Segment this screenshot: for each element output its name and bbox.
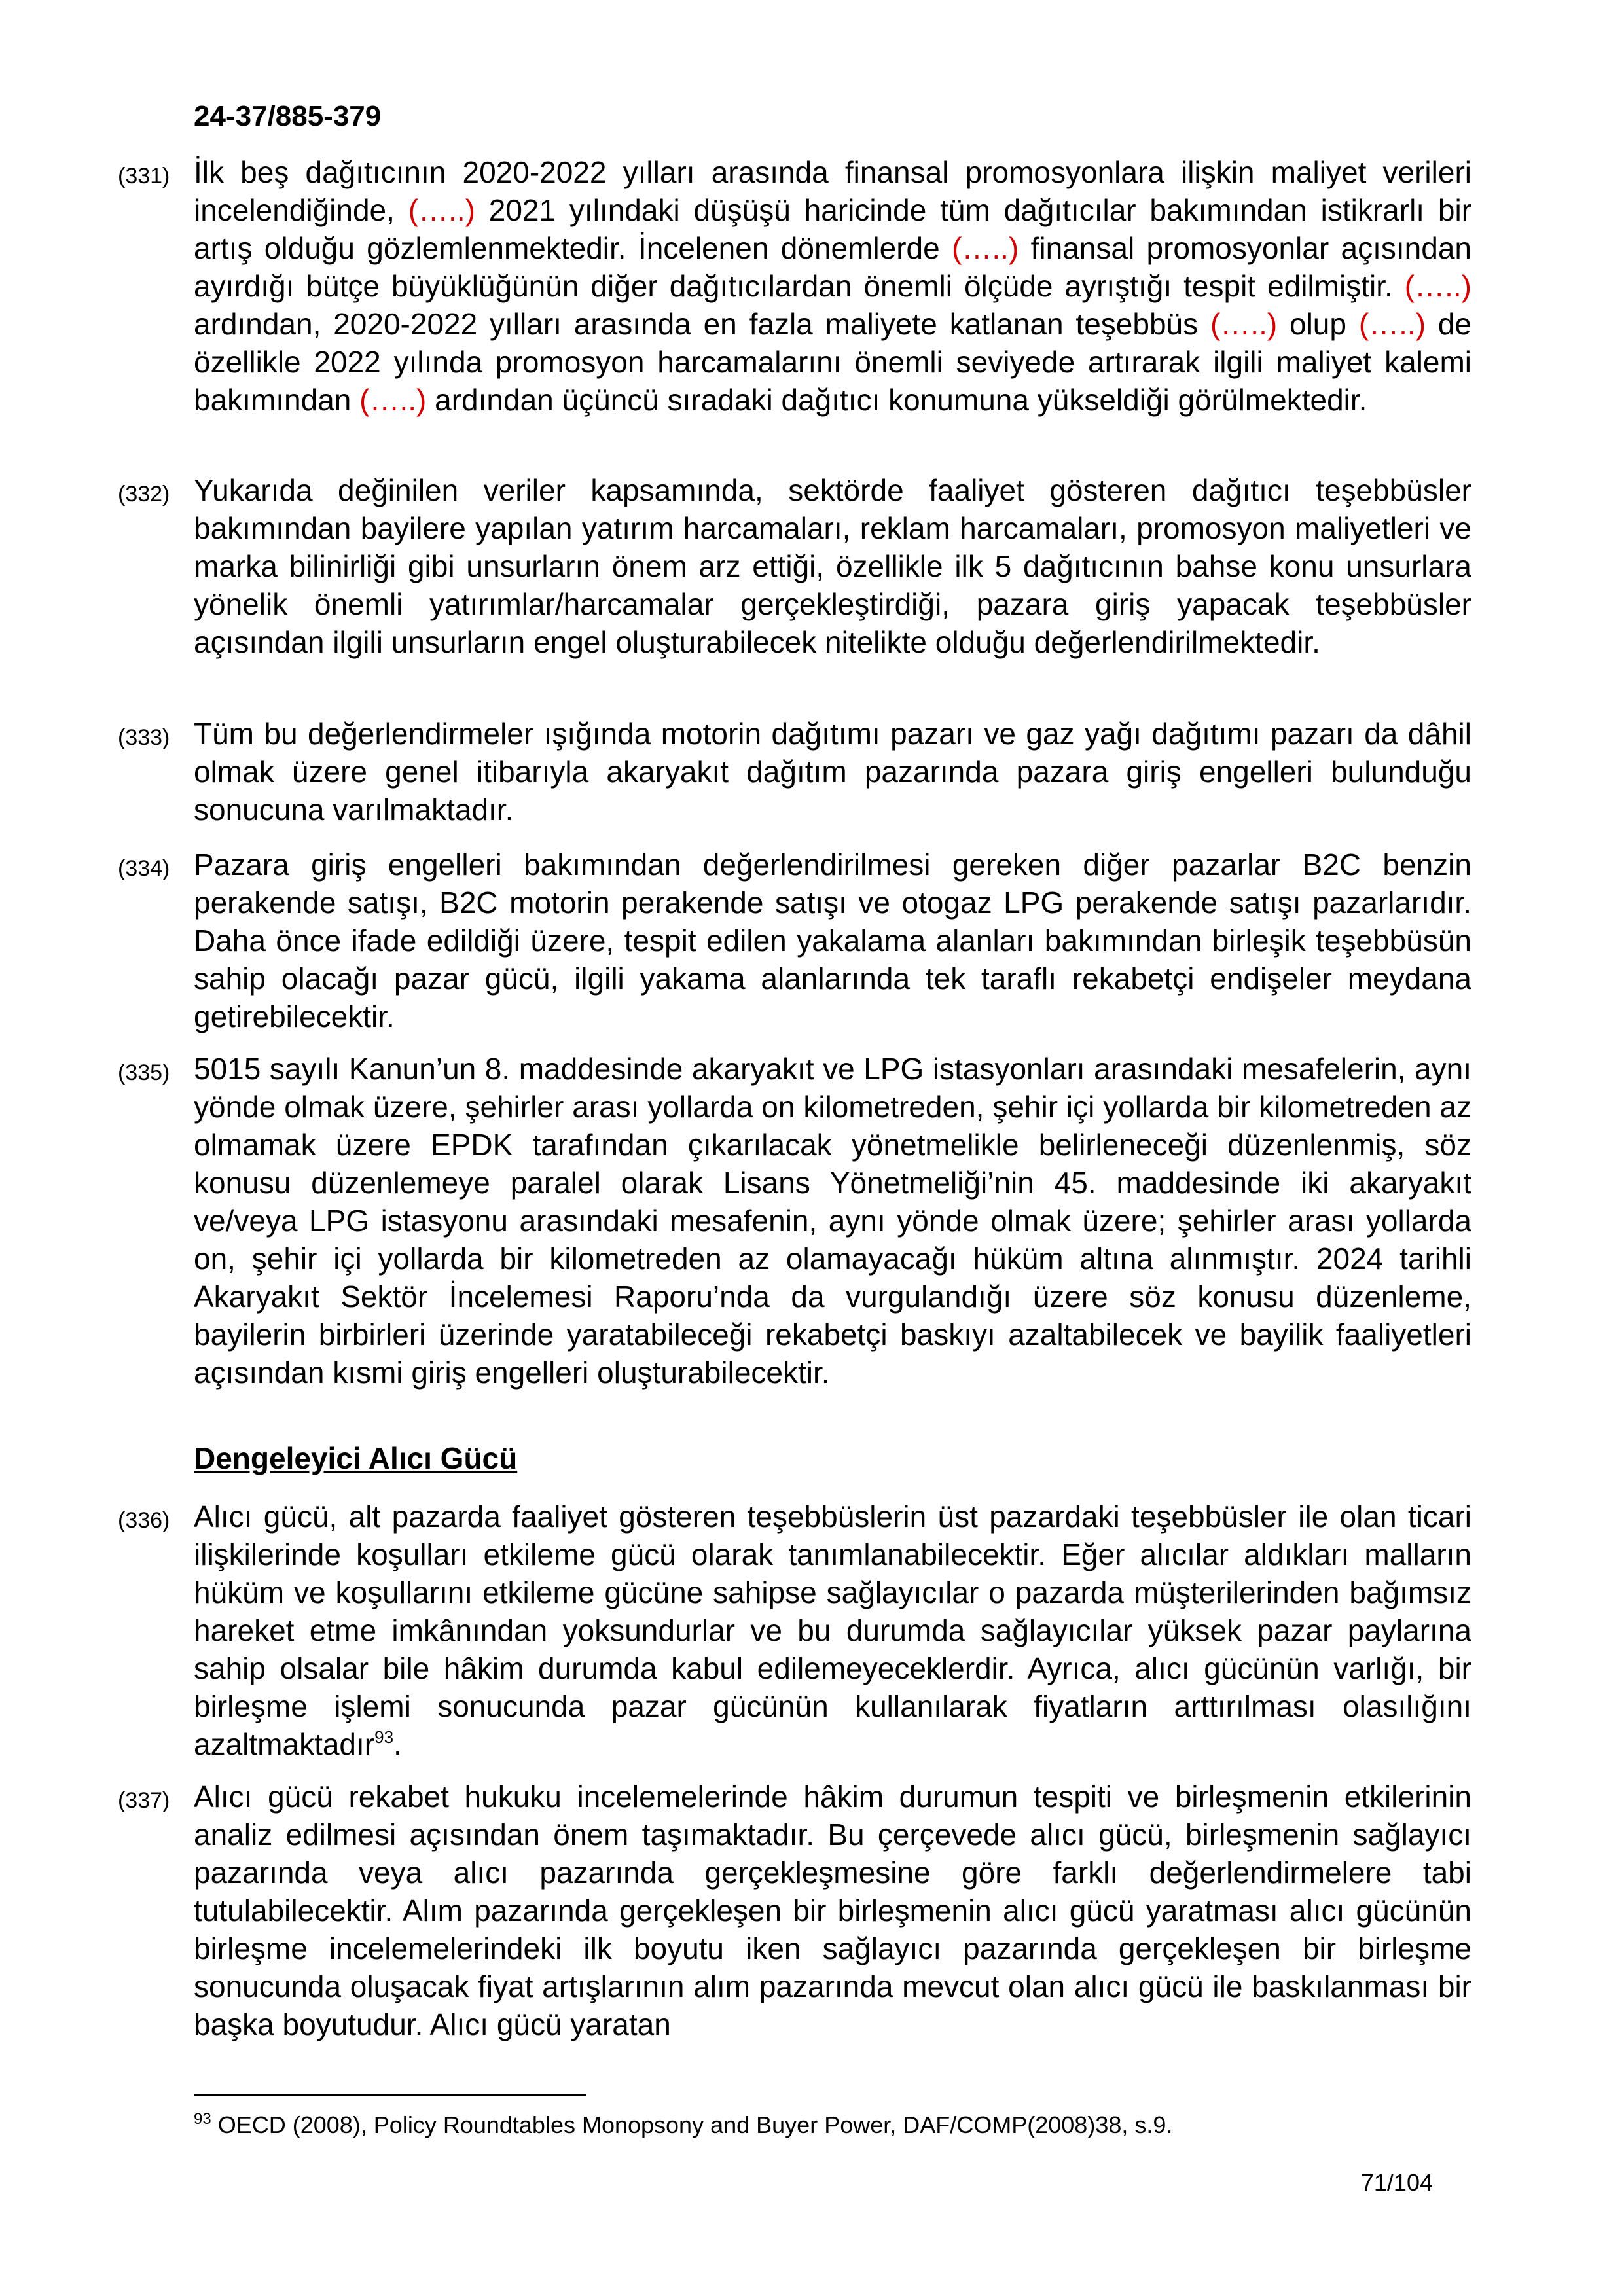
document-number: 24-37/885-379 [194, 100, 382, 132]
paragraph-number: (336) [118, 1508, 170, 1533]
text-segment: olup [1277, 307, 1359, 341]
paragraph-336 [118, 1498, 1471, 1763]
redacted-marker: (…..) [1404, 269, 1471, 303]
footnote-text: OECD (2008), Policy Roundtables Monopsony and Buyer Power, DAF/COMP(2008)38, s.9. [211, 2111, 1173, 2138]
paragraph-number: (337) [118, 1788, 170, 1813]
paragraph-334 [118, 846, 1471, 1035]
paragraph-337 [118, 1778, 1471, 2043]
paragraph-text: Pazara giriş engelleri bakımından değerlendirilmesi gereken diğer pazarlar B2C benzin perakende satışı, B2C motorin perakende satışı ve otogaz LPG perakende satışı pazarlarıdır. Daha önce ifade edildiği üzere, tespit edilen yakalama alanları bakımından birleşik teşebbüsün sahip olacağı pazar gücü, ilgili yakama alanlarında tek taraflı rekabetçi endişeler meydana getirebilecektir. [194, 848, 1471, 1033]
footnote [194, 2110, 1471, 2140]
text-segment: ardından, 2020-2022 yılları arasında en fazla maliyete katlanan teşebbüs [194, 307, 1210, 341]
redacted-marker: (…..) [359, 383, 427, 417]
section-heading: Dengeleyici Alıcı Gücü [194, 1441, 518, 1475]
paragraph-text: 5015 sayılı Kanun’un 8. maddesinde akaryakıt ve LPG istasyonları arasındaki mesafelerin, aynı yönde olmak üzere, şehirler arası yollarda on kilometreden, şehir içi yollarda bir kilometreden az olmamak üzere EPDK tarafından çıkarılacak yönetmelikle belirleneceği düzenlenmiş, söz konusu düzenlemeye paralel olarak Lisans Yönetmeliği’nin 45. maddesinde iki akaryakıt ve/veya LPG istasyonu arasındaki mesafenin, aynı yönde olmak üzere; şehirler arası yollarda on, şehir içi yollarda bir kilometreden az olamayacağı hüküm altına alınmıştır. 2024 tarihli Akaryakıt Sektör İncelemesi Raporu’nda da vurgulandığı üzere söz konusu düzenleme, bayilerin birbirleri üzerinde yaratabileceği rekabetçi baskıyı azaltabilecek ve bayilik faaliyetleri açısından kısmi giriş engelleri oluşturabilecektir. [194, 1052, 1471, 1390]
paragraph-text [194, 153, 1471, 419]
redacted-marker: (…..) [1210, 307, 1278, 341]
text-segment: finansal promosyonlar açısından ayırdığı bütçe büyüklüğünün diğer dağıtıcılardan önemli ölçüde ayrıştığı tespit edilmiştir. [194, 231, 1471, 303]
paragraph-number: (334) [118, 856, 170, 881]
paragraph-number: (335) [118, 1060, 170, 1085]
page-number: 71/104 [1360, 2169, 1433, 2196]
text-segment: de özellikle 2022 yılında promosyon harcamalarını önemli seviyede artırarak ilgili maliyet kalemi bakımından [194, 307, 1472, 417]
text-segment: Alıcı gücü, alt pazarda faaliyet gösteren teşebbüslerin üst pazardaki teşebbüsler ile olan ticari ilişkilerinde koşulları etkileme gücü olarak tanımlanabilecektir. Eğer alıcılar aldıkları malların hüküm ve koşullarını etkileme gücüne sahipse sağlayıcılar o pazarda müşterilerinden bağımsız hareket etme imkânından yoksundurlar ve bu durumda sağlayıcılar yüksek pazar paylarına sahip olsalar bile hâkim durumda kabul edilemeyeceklerdir. Ayrıca, alıcı gücünün varlığı, bir birleşme işlemi sonucunda pazar gücünün kullanılarak fiyatların arttırılması olasılığını azaltmaktadır [194, 1499, 1471, 1761]
redacted-marker: (…..) [952, 231, 1019, 265]
text-segment: ardından üçüncü sıradaki dağıtıcı konumuna yükseldiği görülmektedir. [426, 383, 1367, 417]
redacted-marker: (…..) [1358, 307, 1426, 341]
footnote-divider [194, 2094, 586, 2096]
text-segment: 2021 yılındaki düşüşü haricinde tüm dağıtıcılar bakımından istikrarlı bir artış olduğu gözlemlenmektedir. İncelenen dönemlerde [194, 193, 1472, 265]
text-segment: İlk beş dağıtıcının 2020-2022 yılları arasında finansal promosyonlara ilişkin maliyet verileri incelendiğinde, [194, 155, 1471, 227]
footnote-number: 93 [194, 2110, 211, 2128]
paragraph-text: Alıcı gücü rekabet hukuku incelemelerinde hâkim durumun tespiti ve birleşmenin etkilerinin analiz edilmesi açısından önem taşımaktadır. Bu çerçevede alıcı gücü, birleşmenin sağlayıcı pazarında veya alıcı pazarında gerçekleşmesine göre farklı değerlendirmelere tabi tutulabilecektir. Alım pazarında gerçekleşen bir birleşmenin alıcı gücü yaratması alıcı gücünün birleşme incelemelerindeki ilk boyutu iken sağlayıcı pazarında gerçekleşen bir birleşme sonucunda oluşacak fiyat artışlarının alım pazarında mevcut olan alıcı gücü ile baskılanması bir başka boyutudur. Alıcı gücü yaratan [194, 1780, 1471, 2041]
paragraph-331 [118, 153, 1471, 419]
paragraph-number: (333) [118, 725, 170, 750]
footnote-reference[interactable]: 93 [374, 1727, 394, 1747]
paragraph-332 [118, 471, 1471, 661]
paragraph-333 [118, 715, 1471, 829]
paragraph-335 [118, 1050, 1471, 1391]
paragraph-number: (332) [118, 482, 170, 507]
paragraph-text: Yukarıda değinilen veriler kapsamında, sektörde faaliyet gösteren dağıtıcı teşebbüsler bakımından bayilere yapılan yatırım harcamaları, reklam harcamaları, promosyon maliyetleri ve marka bilinirliği gibi unsurların önem arz ettiği, özellikle ilk 5 dağıtıcının bahse konu unsurlara yönelik önemli yatırımlar/harcamalar gerçekleştirdiği, pazara giriş yapacak teşebbüsler açısından ilgili unsurların engel oluşturabilecek nitelikte olduğu değerlendirilmektedir. [194, 473, 1471, 659]
redacted-marker: (…..) [408, 193, 475, 227]
paragraph-text: Tüm bu değerlendirmeler ışığında motorin dağıtımı pazarı ve gaz yağı dağıtımı pazarı da dâhil olmak üzere genel itibarıyla akaryakıt dağıtım pazarında pazara giriş engelleri bulunduğu sonucuna varılmaktadır. [194, 717, 1471, 827]
text-segment: . [393, 1727, 402, 1761]
paragraph-text [194, 1498, 1471, 1763]
paragraph-number: (331) [118, 164, 170, 188]
